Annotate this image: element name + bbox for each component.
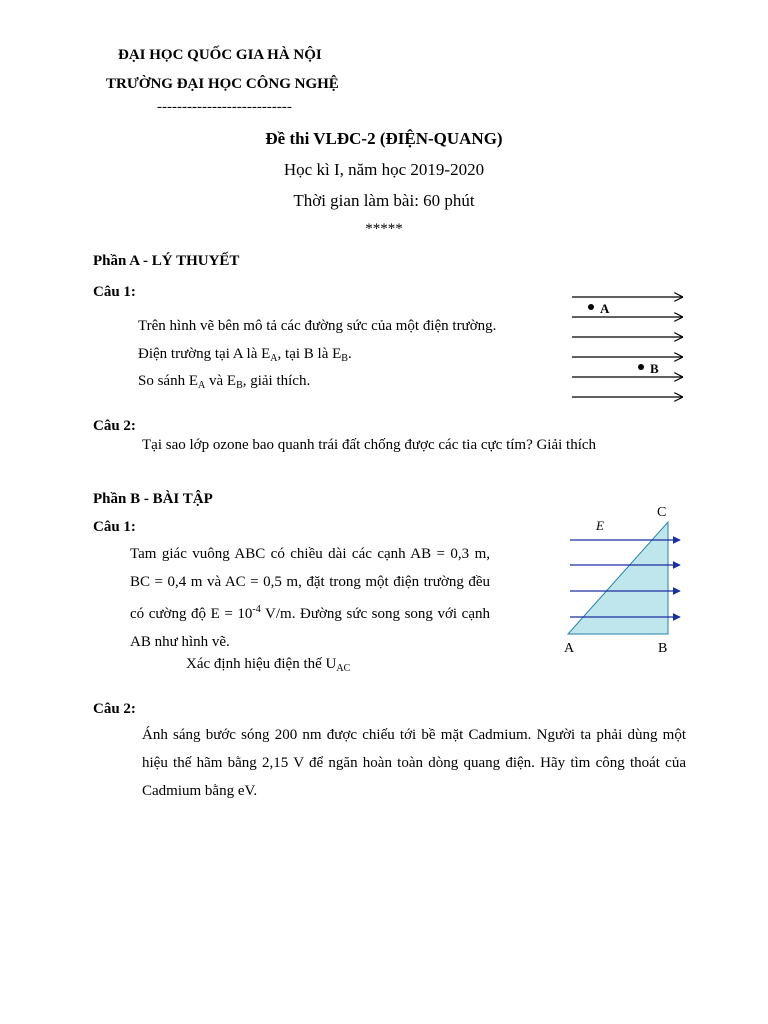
vertex-b-label: B — [658, 641, 668, 656]
field-lines-figure — [570, 288, 688, 406]
part-a-q1-line2: Điện trường tại A là $E_A$, tại B là $E_B$. — [138, 346, 352, 364]
exam-semester: Học kì I, năm học 2019-2020 — [283, 160, 485, 179]
exam-stars: ***** — [365, 221, 403, 237]
vertex-a-label: A — [564, 641, 575, 656]
point-b-label: B — [650, 361, 659, 376]
part-b-q1-task: Xác định hiệu điện thế $U_{AC}$ — [186, 656, 351, 674]
exam-duration: Thời gian làm bài: 60 phút — [293, 191, 475, 210]
university-name: ĐẠI HỌC QUỐC GIA HÀ NỘI — [118, 47, 322, 63]
point-a-label: A — [600, 301, 610, 316]
triangle-figure — [558, 500, 688, 660]
field-e-label: E — [596, 518, 604, 533]
point-b-dot — [638, 364, 644, 370]
part-b-q1-text: Tam giác vuông ABC có chiều dài các cạnh AB = 0,3 m, BC = 0,4 m và AC = 0,5 m, đặt trong một điện trường đều có cường độ $E = 10^{-4}$ V/m. Đường sức song song với cạnh AB như hình vẽ. — [130, 546, 490, 650]
exam-title: Đề thi VLĐC-2 (ĐIỆN-QUANG) — [265, 129, 503, 148]
part-a-q1-label: Câu 1: — [93, 284, 136, 300]
header-divider: --------------------------- — [157, 99, 292, 115]
vertex-c-label: C — [657, 505, 667, 520]
part-a-q2-text: Tại sao lớp ozone bao quanh trái đất chống được các tia cực tím? Giải thích — [142, 437, 597, 453]
part-a-q1-line1: Trên hình vẽ bên mô tả các đường sức của một điện trường. — [138, 318, 497, 334]
point-a-dot — [588, 304, 594, 310]
field-lines — [572, 297, 683, 397]
school-name: TRƯỜNG ĐẠI HỌC CÔNG NGHỆ — [106, 76, 339, 92]
part-b-heading: Phần B - BÀI TẬP — [93, 491, 213, 507]
part-a-heading: Phần A - LÝ THUYẾT — [93, 253, 240, 269]
part-a-q2-label: Câu 2: — [93, 418, 136, 434]
part-b-q1-label: Câu 1: — [93, 519, 136, 535]
part-b-q2-text: Ánh sáng bước sóng 200 nm được chiếu tới bề mặt Cadmium. Người ta phải dùng một hiệu thế hãm bằng 2,15 V để ngăn hoàn toàn dòng quang điện. Hãy tìm công thoát của Cadmium bằng eV. — [142, 727, 686, 799]
part-b-q2-label: Câu 2: — [93, 701, 136, 717]
part-a-q1-line3: So sánh $E_A$ và $E_B$, giải thích. — [138, 373, 311, 391]
